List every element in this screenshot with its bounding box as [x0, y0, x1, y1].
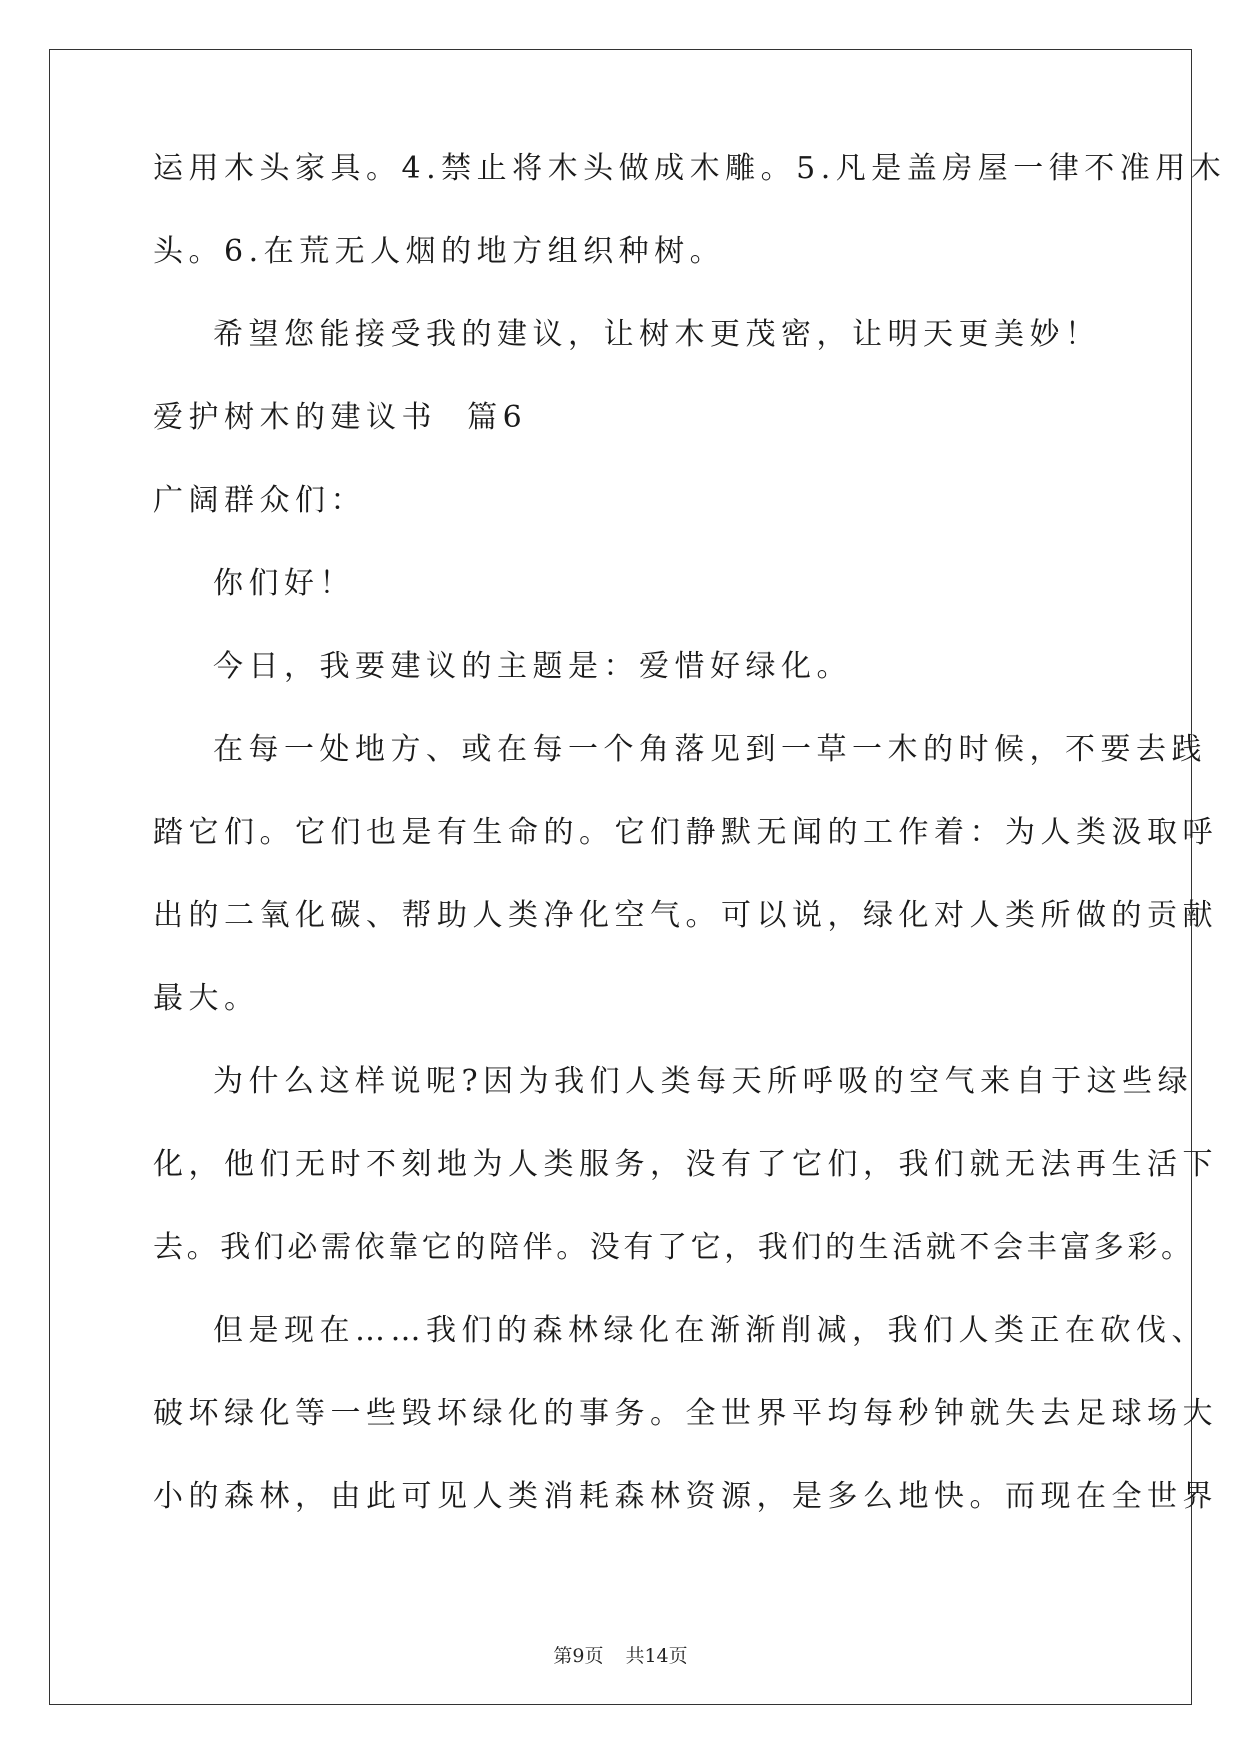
page-footer: [0, 1641, 1241, 1668]
text-line: 破坏绿化等一些毁坏绿化的事务。全世界平均每秒钟就失去足球场大: [153, 1396, 1218, 1431]
text-line: 但是现在……我们的森林绿化在渐渐削减，我们人类正在砍伐、: [213, 1313, 1207, 1348]
text-line: 为什么这样说呢?因为我们人类每天所呼吸的空气来自于这些绿: [213, 1064, 1194, 1099]
text-line: 今日，我要建议的主题是：爱惜好绿化。: [213, 649, 852, 684]
page-total: 共14页: [625, 1645, 688, 1667]
text-line: 运用木头家具。4.禁止将木头做成木雕。5.凡是盖房屋一律不准用木: [153, 151, 1227, 186]
text-line: 在每一处地方、或在每一个角落见到一草一木的时候，不要去践: [213, 732, 1207, 767]
document-body: [153, 151, 1227, 1565]
text-line: 小的森林，由此可见人类消耗森林资源，是多么地快。而现在全世界: [153, 1479, 1218, 1514]
salutation: 广阔群众们：: [153, 483, 366, 518]
text-line: 化，他们无时不刻地为人类服务，没有了它们，我们就无法再生活下: [153, 1147, 1218, 1182]
page-number: 第9页: [553, 1645, 604, 1667]
text-line: 去。我们必需依靠它的陪伴。没有了它，我们的生活就不会丰富多彩。: [153, 1230, 1195, 1265]
greeting: 你们好！: [213, 566, 355, 601]
text-line: 希望您能接受我的建议，让树木更茂密，让明天更美妙！: [213, 317, 1101, 352]
section-heading: 爱护树木的建议书 篇6: [153, 400, 528, 435]
text-line: 出的二氧化碳、帮助人类净化空气。可以说，绿化对人类所做的贡献: [153, 898, 1218, 933]
text-line: 最大。: [153, 981, 260, 1016]
text-line: 踏它们。它们也是有生命的。它们静默无闻的工作着：为人类汲取呼: [153, 815, 1218, 850]
text-line: 头。6.在荒无人烟的地方组织种树。: [153, 234, 726, 269]
